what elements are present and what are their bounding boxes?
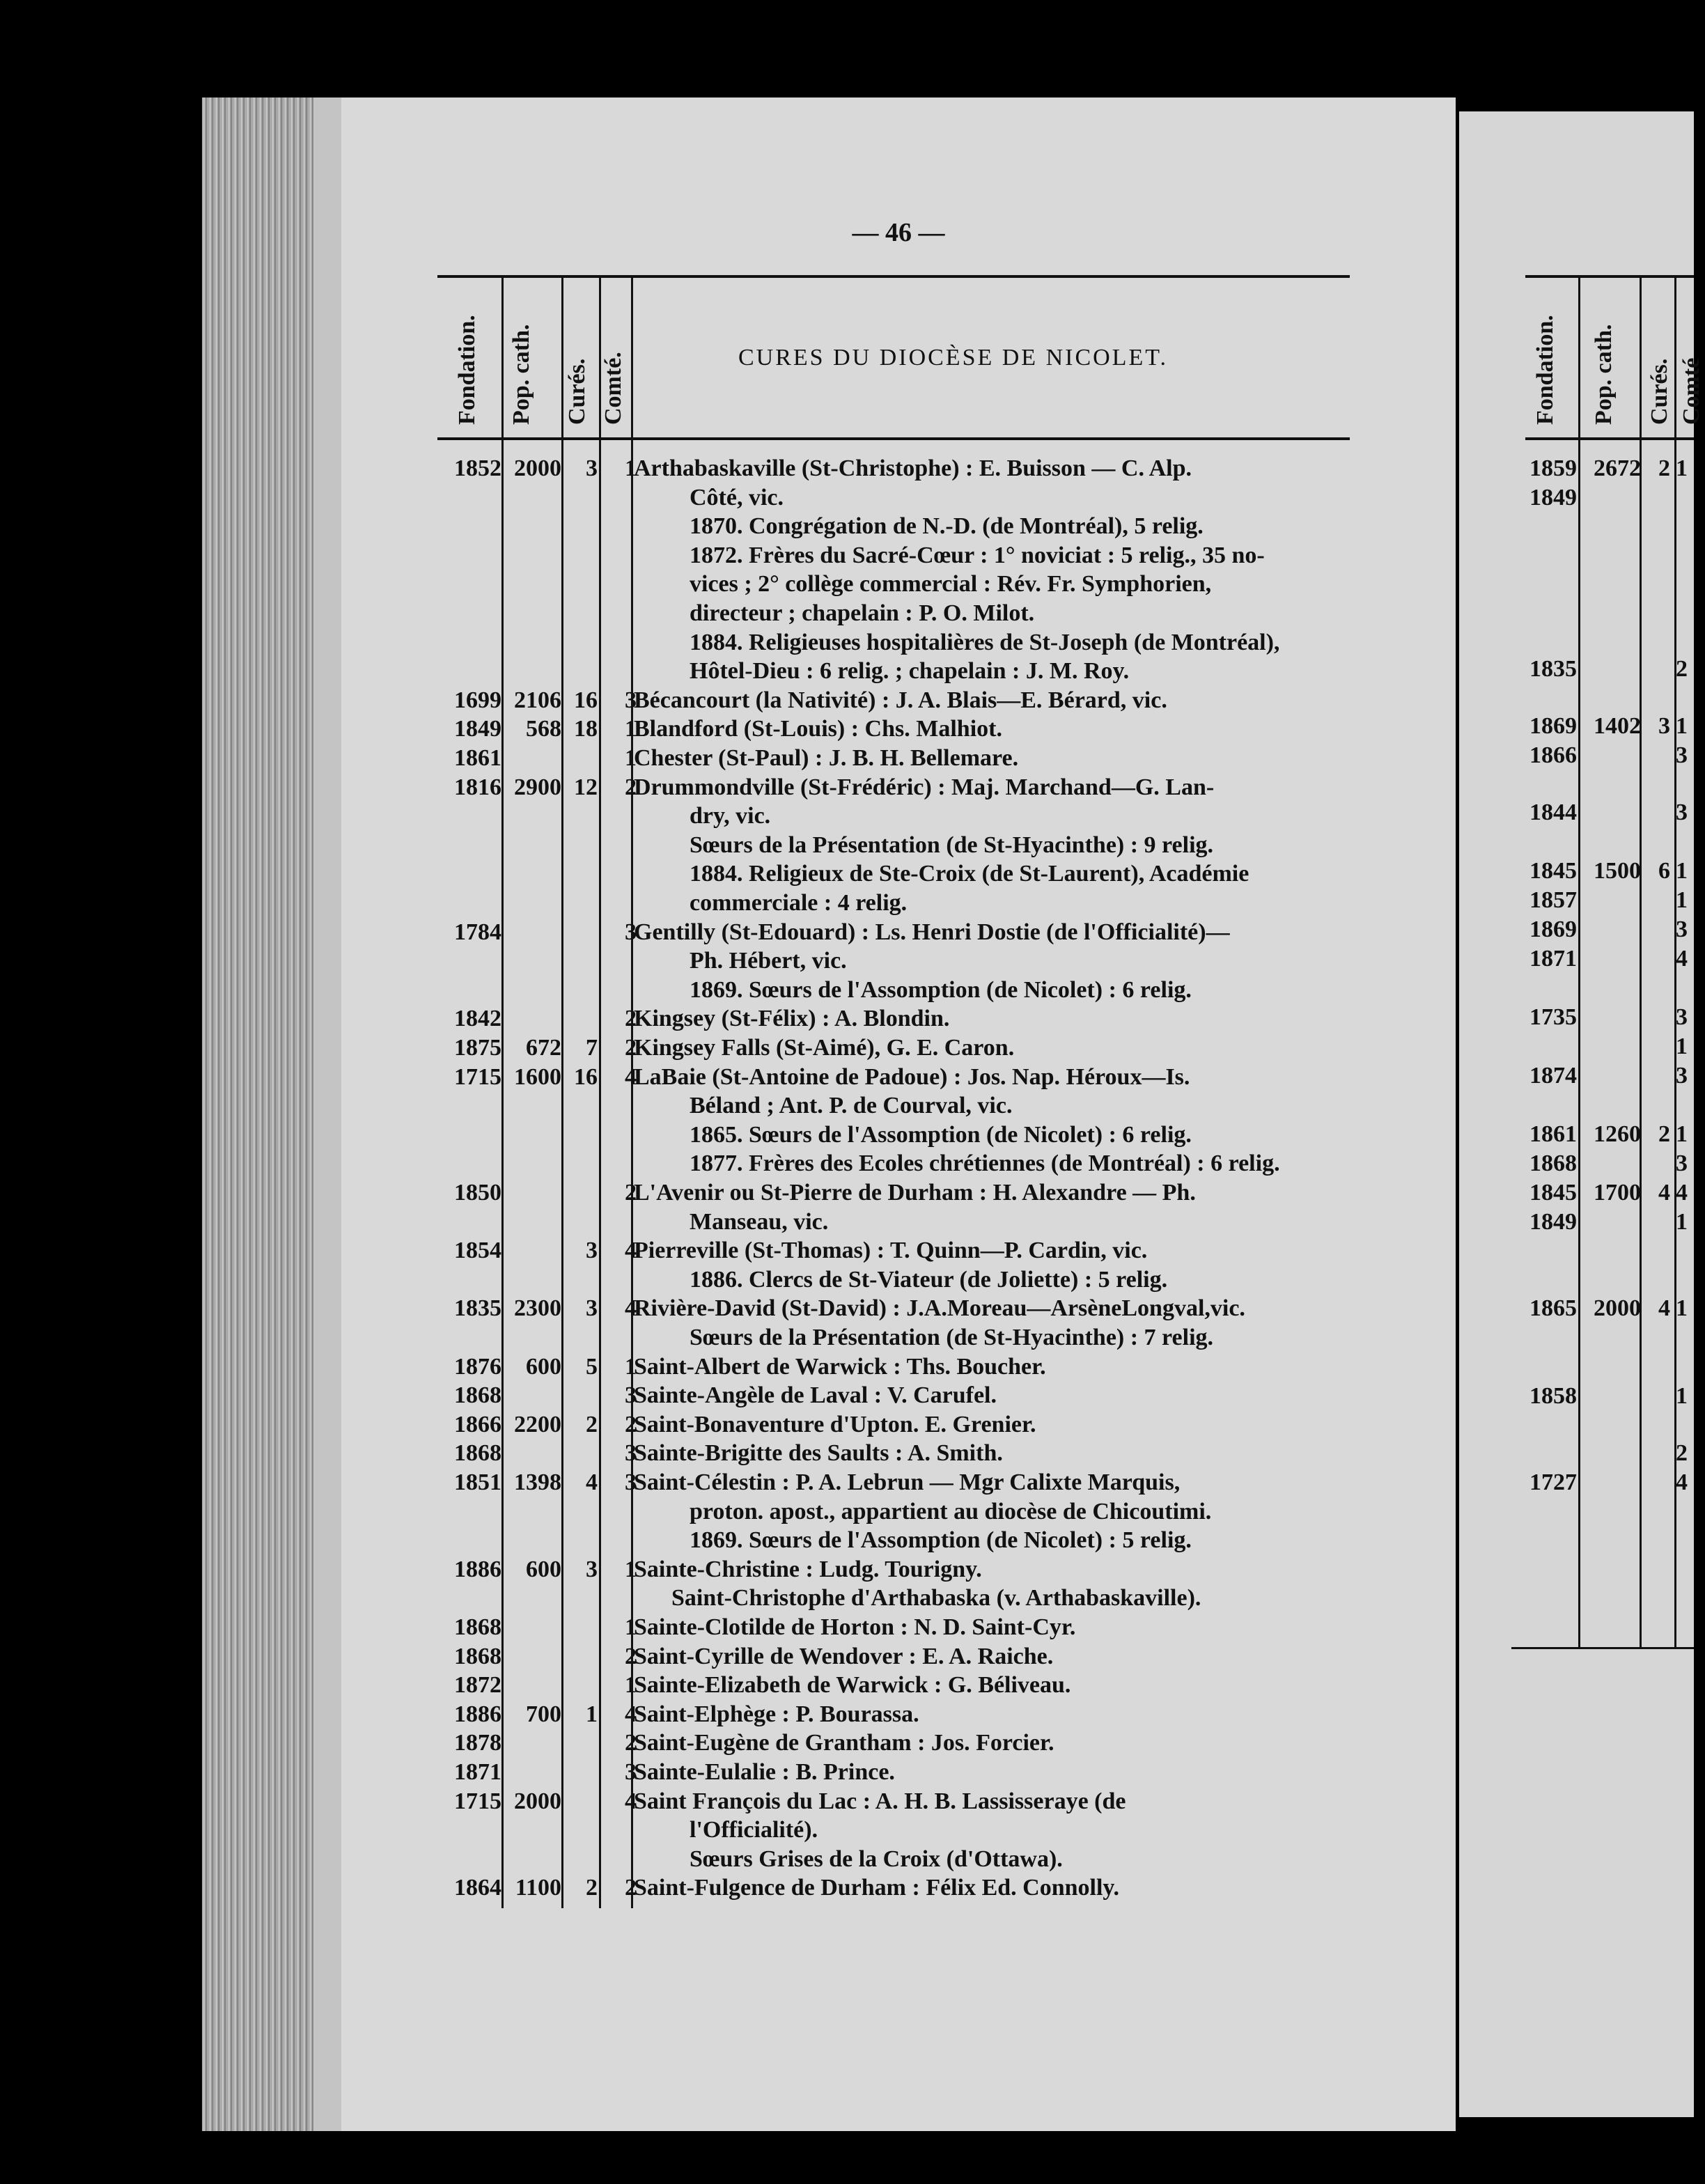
pop-cath-cell: 568 bbox=[526, 716, 561, 742]
comte-cell: 3 bbox=[1676, 800, 1688, 825]
pop-cath-cell: 2000 bbox=[514, 455, 561, 481]
table-row bbox=[418, 1439, 1393, 1468]
fondation-cell: 1871 bbox=[1529, 946, 1577, 972]
comte-cell: 2 bbox=[625, 1730, 637, 1756]
fondation-cell: 1858 bbox=[1529, 1383, 1577, 1409]
right-table-row bbox=[1525, 741, 1692, 770]
cures-cell: 3 bbox=[586, 455, 598, 481]
table-row bbox=[418, 1584, 1393, 1613]
parish-entry-text: proton. apost., appartient au diocèse de Chicoutimi. bbox=[690, 1499, 1212, 1524]
table-row bbox=[418, 1410, 1393, 1440]
parish-entry-text: Bécancourt (la Nativité) : J. A. Blais—E. Bérard, vic. bbox=[634, 687, 1167, 713]
fondation-cell: 1859 bbox=[1529, 455, 1577, 481]
page-number: — 46 — bbox=[852, 218, 945, 247]
cures-cell: 4 bbox=[1658, 1180, 1670, 1206]
table-row bbox=[418, 1063, 1393, 1092]
parish-entry-text: Kingsey (St-Félix) : A. Blondin. bbox=[634, 1006, 950, 1031]
right-column-heading-fondation: Fondation. bbox=[1532, 315, 1558, 425]
pop-cath-cell: 2200 bbox=[514, 1412, 561, 1437]
parish-entry-text: Saint-Fulgence de Durham : Félix Ed. Connolly. bbox=[634, 1875, 1120, 1901]
comte-cell: 3 bbox=[625, 1382, 637, 1408]
table-row bbox=[418, 859, 1393, 889]
parish-entry-text: Saint-Albert de Warwick : Ths. Boucher. bbox=[634, 1354, 1046, 1380]
fondation-cell: 1876 bbox=[454, 1354, 501, 1380]
table-row bbox=[418, 1555, 1393, 1584]
cures-cell: 2 bbox=[1658, 455, 1670, 481]
fondation-cell: 1851 bbox=[454, 1469, 501, 1495]
cures-cell: 16 bbox=[574, 1064, 598, 1090]
fondation-cell: 1849 bbox=[1529, 485, 1577, 510]
fondation-cell: 1784 bbox=[454, 919, 501, 945]
fondation-cell: 1857 bbox=[1529, 887, 1577, 913]
table-row bbox=[418, 1729, 1393, 1758]
right-bottom-rule bbox=[1511, 1647, 1694, 1649]
right-table-row bbox=[1525, 712, 1692, 741]
parish-entry-text: Côté, vic. bbox=[690, 485, 784, 510]
table-row bbox=[418, 1787, 1393, 1816]
table-row bbox=[418, 512, 1393, 541]
fondation-cell: 1699 bbox=[454, 687, 501, 713]
header-bottom-rule bbox=[437, 437, 1350, 440]
table-row bbox=[418, 599, 1393, 628]
parish-entry-text: Sainte-Angèle de Laval : V. Carufel. bbox=[634, 1382, 997, 1408]
comte-cell: 2 bbox=[625, 1006, 637, 1031]
comte-cell: 2 bbox=[625, 1875, 637, 1901]
fondation-cell: 1871 bbox=[454, 1759, 501, 1785]
cures-cell: 5 bbox=[586, 1354, 598, 1380]
table-row bbox=[418, 918, 1393, 947]
fondation-cell: 1878 bbox=[454, 1730, 501, 1756]
comte-cell: 1 bbox=[625, 1614, 637, 1640]
comte-cell: 2 bbox=[625, 1035, 637, 1061]
pop-cath-cell: 2000 bbox=[514, 1788, 561, 1814]
fondation-cell: 1874 bbox=[1529, 1063, 1577, 1089]
parish-entry-text: l'Officialité). bbox=[690, 1817, 818, 1843]
right-table-row bbox=[1525, 655, 1692, 684]
comte-cell: 1 bbox=[625, 716, 637, 742]
table-row bbox=[418, 1149, 1393, 1178]
parish-entry-text: commerciale : 4 relig. bbox=[690, 890, 908, 916]
table-row bbox=[418, 1265, 1393, 1295]
fondation-cell: 1869 bbox=[1529, 713, 1577, 739]
fondation-cell: 1868 bbox=[454, 1440, 501, 1466]
cures-cell: 7 bbox=[586, 1035, 598, 1061]
pop-cath-cell: 2106 bbox=[514, 687, 561, 713]
pop-cath-cell: 1600 bbox=[514, 1064, 561, 1090]
table-row bbox=[418, 657, 1393, 686]
right-table-row bbox=[1525, 1294, 1692, 1323]
cures-cell: 3 bbox=[1658, 713, 1670, 739]
parish-entry-text: Manseau, vic. bbox=[690, 1209, 829, 1235]
fondation-cell: 1864 bbox=[454, 1875, 501, 1901]
comte-cell: 4 bbox=[625, 1788, 637, 1814]
fondation-cell: 1872 bbox=[454, 1672, 501, 1698]
table-row bbox=[418, 483, 1393, 513]
parish-entry-text: Sœurs Grises de la Croix (d'Ottawa). bbox=[690, 1846, 1063, 1872]
table-row bbox=[418, 1758, 1393, 1787]
pop-cath-cell: 1398 bbox=[514, 1469, 561, 1495]
fondation-cell: 1835 bbox=[1529, 656, 1577, 682]
comte-cell: 2 bbox=[1676, 1440, 1688, 1466]
cures-cell: 6 bbox=[1658, 858, 1670, 884]
fondation-cell: 1845 bbox=[1529, 1180, 1577, 1206]
comte-cell: 1 bbox=[625, 455, 637, 481]
fondation-cell: 1865 bbox=[1529, 1295, 1577, 1321]
comte-cell: 2 bbox=[625, 1180, 637, 1206]
right-table-row bbox=[1525, 944, 1692, 974]
comte-cell: 3 bbox=[1676, 1004, 1688, 1030]
comte-cell: 1 bbox=[1676, 1121, 1688, 1147]
fondation-cell: 1866 bbox=[1529, 742, 1577, 768]
table-row bbox=[418, 541, 1393, 570]
comte-cell: 1 bbox=[1676, 713, 1688, 739]
cures-cell: 2 bbox=[1658, 1121, 1670, 1147]
header-top-rule bbox=[437, 275, 1350, 278]
comte-cell: 4 bbox=[625, 1295, 637, 1321]
parish-entry-text: Blandford (St-Louis) : Chs. Malhiot. bbox=[634, 716, 1002, 742]
comte-cell: 1 bbox=[625, 1354, 637, 1380]
parish-entry-text: Sainte-Christine : Ludg. Tourigny. bbox=[634, 1557, 982, 1582]
table-row bbox=[418, 1816, 1393, 1845]
page-edge-stack bbox=[202, 98, 313, 2131]
comte-cell: 1 bbox=[1676, 1209, 1688, 1235]
parish-entry-text: Saint-Christophe d'Arthabaska (v. Arthabaskaville). bbox=[671, 1585, 1201, 1611]
pop-cath-cell: 600 bbox=[526, 1557, 561, 1582]
parish-entry-text: Sainte-Brigitte des Saults : A. Smith. bbox=[634, 1440, 1003, 1466]
table-row bbox=[418, 1121, 1393, 1150]
fondation-cell: 1868 bbox=[454, 1644, 501, 1669]
right-table-row bbox=[1525, 1382, 1692, 1411]
comte-cell: 3 bbox=[1676, 916, 1688, 942]
right-table-row bbox=[1525, 1178, 1692, 1208]
right-table-row bbox=[1525, 857, 1692, 886]
comte-cell: 1 bbox=[625, 1672, 637, 1698]
table-row bbox=[418, 1352, 1393, 1382]
fondation-cell: 1850 bbox=[454, 1180, 501, 1206]
right-table-row bbox=[1525, 1032, 1692, 1061]
table-row bbox=[418, 1236, 1393, 1265]
cures-cell: 3 bbox=[586, 1238, 598, 1263]
comte-cell: 2 bbox=[1676, 656, 1688, 682]
fondation-cell: 1875 bbox=[454, 1035, 501, 1061]
table-row bbox=[418, 802, 1393, 831]
parish-entry-text: 1870. Congrégation de N.-D. (de Montréal), 5 relig. bbox=[690, 513, 1204, 539]
parish-entry-text: Saint-Elphège : P. Bourassa. bbox=[634, 1701, 919, 1727]
table-row bbox=[418, 1845, 1393, 1874]
right-table-row bbox=[1525, 454, 1692, 483]
parish-entry-text: Hôtel-Dieu : 6 relig. ; chapelain : J. M. Roy. bbox=[690, 658, 1130, 684]
comte-cell: 2 bbox=[625, 1644, 637, 1669]
fondation-cell: 1845 bbox=[1529, 858, 1577, 884]
parish-entry-text: 1869. Sœurs de l'Assomption (de Nicolet) : 5 relig. bbox=[690, 1527, 1192, 1553]
table-row bbox=[418, 1004, 1393, 1034]
parish-entry-text: Sainte-Elizabeth de Warwick : G. Béliveau. bbox=[634, 1672, 1071, 1698]
cures-cell: 4 bbox=[1658, 1295, 1670, 1321]
comte-cell: 3 bbox=[625, 919, 637, 945]
right-table-row bbox=[1525, 915, 1692, 944]
table-row bbox=[418, 1323, 1393, 1352]
table-row bbox=[418, 773, 1393, 802]
parish-entry-text: Saint-Cyrille de Wendover : E. A. Raiche. bbox=[634, 1644, 1054, 1669]
fondation-cell: 1868 bbox=[1529, 1150, 1577, 1176]
parish-entry-text: Sainte-Clotilde de Horton : N. D. Saint-Cyr. bbox=[634, 1614, 1076, 1640]
parish-entry-text: Kingsey Falls (St-Aimé), G. E. Caron. bbox=[634, 1035, 1015, 1061]
fondation-cell: 1835 bbox=[454, 1295, 501, 1321]
table-row bbox=[418, 628, 1393, 657]
comte-cell: 1 bbox=[1676, 887, 1688, 913]
table-row bbox=[418, 1642, 1393, 1671]
comte-cell: 3 bbox=[1676, 1063, 1688, 1089]
pop-cath-cell: 672 bbox=[526, 1035, 561, 1061]
table-row bbox=[418, 1873, 1393, 1903]
comte-cell: 3 bbox=[625, 1759, 637, 1785]
comte-cell: 3 bbox=[1676, 742, 1688, 768]
parish-entry-text: Saint-Bonaventure d'Upton. E. Grenier. bbox=[634, 1412, 1036, 1437]
parish-entry-text: Sainte-Eulalie : B. Prince. bbox=[634, 1759, 895, 1785]
fondation-cell: 1816 bbox=[454, 774, 501, 800]
fondation-cell: 1849 bbox=[454, 716, 501, 742]
right-table-row bbox=[1525, 798, 1692, 827]
table-row bbox=[418, 454, 1393, 483]
fondation-cell: 1868 bbox=[454, 1382, 501, 1408]
cures-cell: 12 bbox=[574, 774, 598, 800]
comte-cell: 1 bbox=[1676, 858, 1688, 884]
table-row bbox=[418, 1208, 1393, 1237]
parish-entry-text: Pierreville (St-Thomas) : T. Quinn—P. Cardin, vic. bbox=[634, 1238, 1148, 1263]
comte-cell: 1 bbox=[1676, 1295, 1688, 1321]
parish-entry-text: 1884. Religieuses hospitalières de St-Joseph (de Montréal), bbox=[690, 630, 1280, 655]
parish-entry-text: 1865. Sœurs de l'Assomption (de Nicolet) : 6 relig. bbox=[690, 1122, 1192, 1148]
parish-entry-text: L'Avenir ou St-Pierre de Durham : H. Alexandre — Ph. bbox=[634, 1180, 1196, 1206]
comte-cell: 1 bbox=[1676, 455, 1688, 481]
fondation-cell: 1715 bbox=[454, 1788, 501, 1814]
parish-entry-text: dry, vic. bbox=[690, 803, 771, 829]
pop-cath-cell: 2900 bbox=[514, 774, 561, 800]
parish-entry-text: 1869. Sœurs de l'Assomption (de Nicolet) : 6 relig. bbox=[690, 977, 1192, 1003]
fondation-cell: 1854 bbox=[454, 1238, 501, 1263]
right-table-row bbox=[1525, 1120, 1692, 1149]
table-row bbox=[418, 1468, 1393, 1497]
pop-cath-cell: 600 bbox=[526, 1354, 561, 1380]
table-row bbox=[418, 1091, 1393, 1121]
pop-cath-cell: 700 bbox=[526, 1701, 561, 1727]
comte-cell: 4 bbox=[625, 1701, 637, 1727]
parish-entry-text: 1886. Clercs de St-Viateur (de Joliette) : 5 relig. bbox=[690, 1267, 1168, 1293]
column-heading-fondation: Fondation. bbox=[454, 315, 480, 425]
parish-entry-text: 1872. Frères du Sacré-Cœur : 1° noviciat : 5 relig., 35 no- bbox=[690, 543, 1265, 568]
parish-entry-text: Béland ; Ant. P. de Courval, vic. bbox=[690, 1093, 1013, 1118]
parish-entry-text: Saint François du Lac : A. H. B. Lassisseraye (de bbox=[634, 1788, 1126, 1814]
parish-entry-text: Arthabaskaville (St-Christophe) : E. Buisson — C. Alp. bbox=[634, 455, 1192, 481]
table-row bbox=[418, 744, 1393, 773]
table-row bbox=[418, 1700, 1393, 1729]
comte-cell: 1 bbox=[1676, 1034, 1688, 1059]
table-title: CURES DU DIOCÈSE DE NICOLET. bbox=[738, 345, 1168, 370]
table-row bbox=[418, 570, 1393, 599]
parish-entry-text: Saint-Eugène de Grantham : Jos. Forcier. bbox=[634, 1730, 1054, 1756]
right-column-heading-comte: Comté bbox=[1679, 357, 1704, 425]
right-table-row bbox=[1525, 1468, 1692, 1497]
comte-cell: 2 bbox=[625, 1412, 637, 1437]
table-row bbox=[418, 1178, 1393, 1208]
cures-cell: 18 bbox=[574, 716, 598, 742]
fondation-cell: 1849 bbox=[1529, 1209, 1577, 1235]
parish-entry-text: vices ; 2° collège commercial : Rév. Fr. Symphorien, bbox=[690, 571, 1212, 597]
page-gutter bbox=[313, 98, 341, 2131]
fondation-cell: 1866 bbox=[454, 1412, 501, 1437]
table-row bbox=[418, 1613, 1393, 1642]
pop-cath-cell: 2000 bbox=[1594, 1295, 1641, 1321]
fondation-cell: 1868 bbox=[454, 1614, 501, 1640]
fondation-cell: 1844 bbox=[1529, 800, 1577, 825]
fondation-cell: 1886 bbox=[454, 1557, 501, 1582]
pop-cath-cell: 1260 bbox=[1594, 1121, 1641, 1147]
right-table-row bbox=[1525, 483, 1692, 513]
fondation-cell: 1852 bbox=[454, 455, 501, 481]
parish-entry-text: Sœurs de la Présentation (de St-Hyacinthe) : 7 relig. bbox=[690, 1325, 1214, 1350]
pop-cath-cell: 2300 bbox=[514, 1295, 561, 1321]
fondation-cell: 1861 bbox=[454, 745, 501, 771]
parish-entry-text: 1884. Religieux de Ste-Croix (de St-Laurent), Académie bbox=[690, 861, 1249, 887]
parish-entry-text: Drummondville (St-Frédéric) : Maj. Marchand—G. Lan- bbox=[634, 774, 1215, 800]
comte-cell: 4 bbox=[1676, 1180, 1688, 1206]
table-row bbox=[418, 686, 1393, 715]
pop-cath-cell: 1500 bbox=[1594, 858, 1641, 884]
fondation-cell: 1842 bbox=[454, 1006, 501, 1031]
parish-entry-text: Ph. Hébert, vic. bbox=[690, 948, 847, 974]
fondation-cell: 1727 bbox=[1529, 1469, 1577, 1495]
parish-entry-text: Gentilly (St-Edouard) : Ls. Henri Dostie (de l'Officialité)— bbox=[634, 919, 1230, 945]
cures-cell: 3 bbox=[586, 1295, 598, 1321]
cures-cell: 16 bbox=[574, 687, 598, 713]
table-row bbox=[418, 715, 1393, 744]
table-row bbox=[418, 1294, 1393, 1323]
comte-cell: 4 bbox=[1676, 946, 1688, 972]
right-table-row bbox=[1525, 1061, 1692, 1091]
pop-cath-cell: 1402 bbox=[1594, 713, 1641, 739]
column-heading-cures: Curés. bbox=[564, 358, 590, 425]
table-row bbox=[418, 889, 1393, 918]
pop-cath-cell: 2672 bbox=[1594, 455, 1641, 481]
pop-cath-cell: 1100 bbox=[515, 1875, 561, 1901]
table-row bbox=[418, 1671, 1393, 1700]
parish-entry-text: LaBaie (St-Antoine de Padoue) : Jos. Nap. Héroux—Is. bbox=[634, 1064, 1190, 1090]
parish-entry-text: Sœurs de la Présentation (de St-Hyacinthe) : 9 relig. bbox=[690, 832, 1214, 858]
right-table-row bbox=[1525, 1003, 1692, 1032]
table-row bbox=[418, 946, 1393, 976]
column-heading-comte: Comté. bbox=[600, 352, 626, 425]
comte-cell: 4 bbox=[625, 1238, 637, 1263]
comte-cell: 3 bbox=[625, 1469, 637, 1495]
table-row bbox=[418, 1034, 1393, 1063]
column-heading-pop-cath: Pop. cath. bbox=[508, 324, 534, 425]
comte-cell: 3 bbox=[625, 1440, 637, 1466]
right-table-row bbox=[1525, 886, 1692, 915]
comte-cell: 3 bbox=[1676, 1150, 1688, 1176]
comte-cell: 3 bbox=[625, 687, 637, 713]
right-column-heading-cures: Curés. bbox=[1646, 358, 1672, 425]
parish-entry-text: directeur ; chapelain : P. O. Milot. bbox=[690, 600, 1035, 626]
comte-cell: 4 bbox=[625, 1064, 637, 1090]
table-row bbox=[418, 1381, 1393, 1410]
cures-cell: 2 bbox=[586, 1412, 598, 1437]
fondation-cell: 1715 bbox=[454, 1064, 501, 1090]
table-row bbox=[418, 1526, 1393, 1555]
parish-entry-text: Rivière-David (St-David) : J.A.Moreau—ArsèneLongval,vic. bbox=[634, 1295, 1245, 1321]
parish-entry-text: Saint-Célestin : P. A. Lebrun — Mgr Calixte Marquis, bbox=[634, 1469, 1181, 1495]
right-table-row bbox=[1525, 1208, 1692, 1237]
right-header-top-rule bbox=[1525, 275, 1694, 278]
right-table-row bbox=[1525, 1439, 1692, 1468]
comte-cell: 2 bbox=[625, 774, 637, 800]
fondation-cell: 1869 bbox=[1529, 916, 1577, 942]
fondation-cell: 1886 bbox=[454, 1701, 501, 1727]
table-row bbox=[418, 976, 1393, 1005]
fondation-cell: 1861 bbox=[1529, 1121, 1577, 1147]
comte-cell: 1 bbox=[625, 1557, 637, 1582]
table-row bbox=[418, 831, 1393, 860]
pop-cath-cell: 1700 bbox=[1594, 1180, 1641, 1206]
parish-entry-text: Chester (St-Paul) : J. B. H. Bellemare. bbox=[634, 745, 1019, 771]
comte-cell: 1 bbox=[1676, 1383, 1688, 1409]
cures-cell: 4 bbox=[586, 1469, 598, 1495]
cures-cell: 1 bbox=[586, 1701, 598, 1727]
right-table-row bbox=[1525, 1149, 1692, 1178]
table-row bbox=[418, 1497, 1393, 1527]
right-header-bottom-rule bbox=[1525, 437, 1694, 440]
comte-cell: 4 bbox=[1676, 1469, 1688, 1495]
right-column-heading-pop-cath: Pop. cath. bbox=[1591, 324, 1617, 425]
cures-cell: 2 bbox=[586, 1875, 598, 1901]
fondation-cell: 1735 bbox=[1529, 1004, 1577, 1030]
comte-cell: 1 bbox=[625, 745, 637, 771]
parish-entry-text: 1877. Frères des Ecoles chrétiennes (de Montréal) : 6 relig. bbox=[690, 1150, 1280, 1176]
cures-cell: 3 bbox=[586, 1557, 598, 1582]
